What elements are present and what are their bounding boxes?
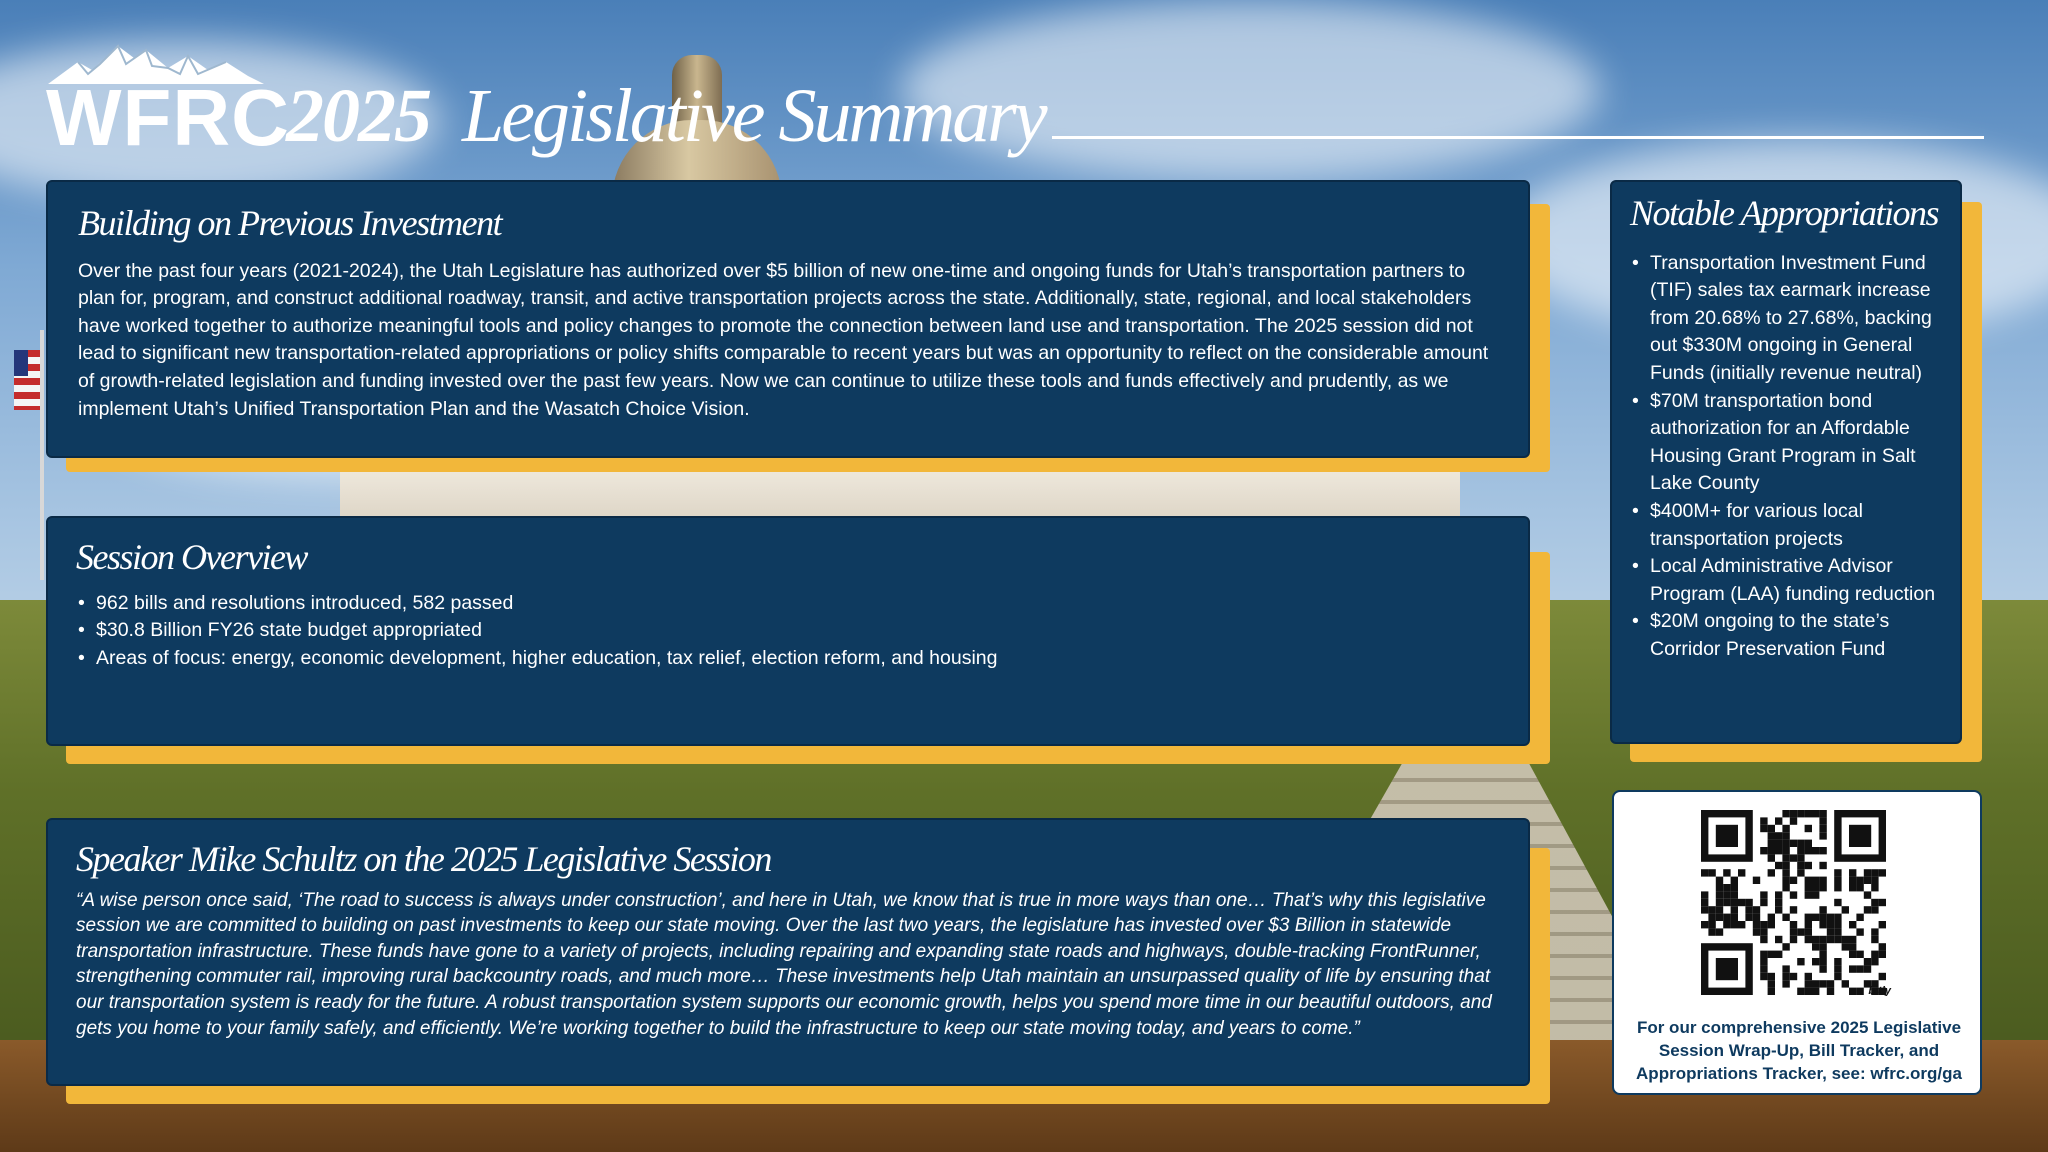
list-item: • $30.8 Billion FY26 state budget appropriated — [76, 617, 1504, 645]
speaker-card — [46, 818, 1530, 1086]
appropriations-panel — [1610, 180, 1982, 764]
bitly-badge: bitly — [1868, 985, 1891, 996]
session-panel — [46, 516, 1550, 766]
qr-code-icon[interactable] — [1701, 810, 1897, 996]
qr-caption: For our comprehensive 2025 Legislative Session Wrap-Up, Bill Tracker, and Appropriations Tracker, see: wfrc.org/ga — [1636, 1018, 1962, 1083]
header — [44, 40, 1984, 160]
qr-card — [1612, 790, 1982, 1095]
list-item: • Local Administrative Advisor Program (LAA) funding reduction — [1630, 553, 1944, 608]
list-item: • 962 bills and resolutions introduced, 582 passed — [76, 590, 1504, 618]
speaker-heading: Speaker Mike Schultz on the 2025 Legislative Session — [76, 839, 771, 879]
session-heading: Session Overview — [76, 537, 307, 577]
building-body: Over the past four years (2021-2024), the Utah Legislature has authorized over $5 billion of new one-time and ongoing funds for Utah’s transportation partners to plan for, program, and construct additional roadway, transit, and active transportation projects across the state. Additionally, state, regional, and local stakeholders have worked together to authorize meaningful tools and policy changes to promote the connection between land use and transportation. The 2025 session did not lead to significant new transportation-related appropriations or policy shifts comparable to recent years but was an opportunity to reflect on the considerable amount of growth-related legislation and funding invested over the past few years. Now we can continue to utilize these tools and funds effectively and prudently, as we implement Utah’s Unified Transportation Plan and the Wasatch Choice Vision. — [78, 259, 1489, 420]
session-list — [76, 590, 1504, 673]
appropriations-card — [1610, 180, 1962, 744]
building-card — [46, 180, 1530, 458]
building-panel — [46, 180, 1550, 474]
appropriations-heading: Notable Appropriations — [1630, 193, 1939, 233]
us-flag-icon — [14, 350, 40, 410]
list-item: • $400M+ for various local transportation projects — [1630, 498, 1944, 553]
speaker-panel — [46, 818, 1550, 1106]
list-item: • $70M transportation bond authorization for an Affordable Housing Grant Program in Salt Lake County — [1630, 388, 1944, 498]
list-item: • Transportation Investment Fund (TIF) sales tax earmark increase from 20.68% to 27.68%, backing out $330M ongoing in General Funds (initially revenue neutral) — [1630, 250, 1944, 388]
session-card — [46, 516, 1530, 746]
appropriations-list — [1630, 250, 1944, 664]
speaker-quote: “A wise person once said, ‘The road to success is always under construction’, and here in Utah, we know that is true in more ways than one… That’s why this legislative session we are committed to building on past investments to keep our state moving. Over the last two years, the legislature has invested over $3 Billion in statewide transportation infrastructure. These funds have gone to a variety of projects, including repairing and expanding state roads and highways, double-tracking FrontRunner, strengthening commuter rail, improving rural backcountry roads, and much more… These investments help Utah maintain an unsurpassed quality of life by ensuring that our transportation system is ready for the future. A robust transportation system supports our economic growth, helps you spend more time in our beautiful outdoors, and gets you home to your family safely, and efficiently. We’re working together to build the infrastructure to keep our state moving today, and years to come.” — [76, 889, 1492, 1039]
list-item: • Areas of focus: energy, economic development, higher education, tax relief, election reform, and housing — [76, 645, 1504, 673]
title-divider — [1052, 136, 1984, 139]
flagpole — [40, 330, 44, 580]
wfrc-logo: WFRC — [46, 73, 290, 162]
title-year: 2025 — [286, 74, 430, 158]
page-title: Legislative Summary — [462, 74, 1045, 158]
building-heading: Building on Previous Investment — [78, 203, 502, 243]
list-item: • $20M ongoing to the state’s Corridor Preservation Fund — [1630, 608, 1944, 663]
